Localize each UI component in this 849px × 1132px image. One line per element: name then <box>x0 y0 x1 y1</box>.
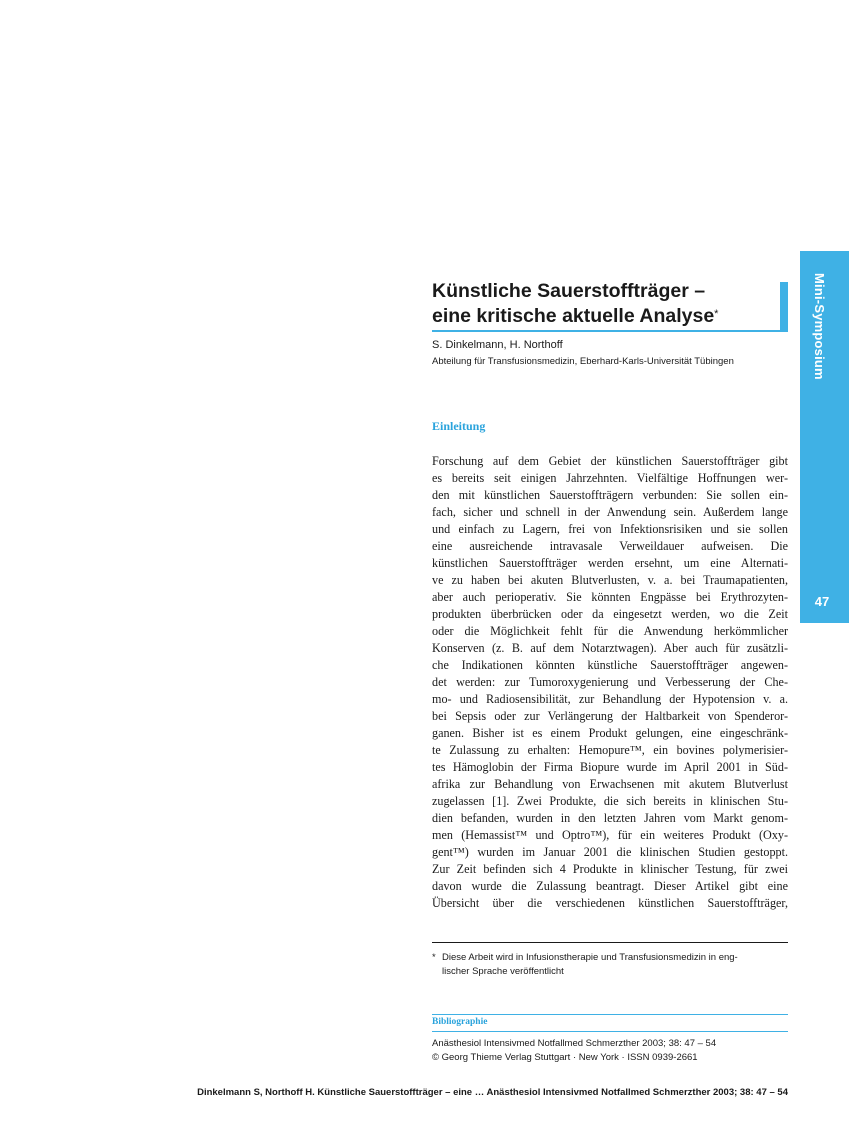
bibliography-heading: Bibliographie <box>432 1017 488 1027</box>
title-line-1: Künstliche Sauerstoffträger – <box>432 280 706 302</box>
body-line: fach, sicher und schnell in der Anwendung sein. Außerdem lange <box>432 505 788 519</box>
body-line: zugelassen [1]. Zwei Produkte, die sich bereits in klinischen Stu- <box>432 794 788 808</box>
body-line: produkten überbrücken oder da eingesetzt werden, wo die Zeit <box>432 607 788 621</box>
body-line: ganen. Bisher ist es einem Produkt gelungen, eine eingeschränk- <box>432 726 788 740</box>
body-line: ve zu haben bei akuten Blutverlusten, v. a. bei Traumapatienten, <box>432 573 788 587</box>
footnote <box>432 951 788 979</box>
bibliography-rule <box>432 1031 788 1032</box>
body-line: Übersicht über die verschiedenen künstlichen Sauerstoffträger, <box>432 896 788 910</box>
body-paragraph <box>432 453 788 912</box>
title-line-2: eine kritische aktuelle Analyse <box>432 305 715 327</box>
body-line: gent™) wurden im Januar 2001 die klinischen Studien gestoppt. <box>432 845 788 859</box>
body-line: men (Hemassist™ und Optro™), für ein weiteres Produkt (Oxy- <box>432 828 788 842</box>
bibliography-publisher: © Georg Thieme Verlag Stuttgart · New York · ISSN 0939-2661 <box>432 1052 698 1063</box>
bibliography-rule-top <box>432 1014 788 1015</box>
section-heading: Einleitung <box>432 419 486 433</box>
footnote-line-1: Diese Arbeit wird in Infusionstherapie und Transfusionsmedizin in eng- <box>442 952 738 963</box>
body-line: und einfach zu Lagern, frei von Infektionsrisiken und sie sollen <box>432 522 788 536</box>
body-line: aber auch perioperativ. Sie könnten Engpässe bei Erythrozyten- <box>432 590 788 604</box>
body-line: Konserven (z. B. auf dem Notarztwagen). Aber auch für zusätzli- <box>432 641 788 655</box>
article-title-block <box>432 279 788 329</box>
body-line: te Zulassung zu erhalten: Hemopure™, ein bovines polymerisier- <box>432 743 788 757</box>
title-footnote-mark: * <box>714 308 719 320</box>
footnote-mark: * <box>432 952 436 963</box>
footnote-line-2: lischer Sprache veröffentlicht <box>442 966 564 977</box>
footnote-divider <box>432 942 788 943</box>
body-line: dien befanden, wurden in den letzten Jahren vom Markt genom- <box>432 811 788 825</box>
body-line: det werden: zur Tumoroxygenierung und Verbesserung der Che- <box>432 675 788 689</box>
affiliation: Abteilung für Transfusionsmedizin, Eberhard-Karls-Universität Tübingen <box>432 356 734 367</box>
section-tab <box>800 251 849 623</box>
body-line: Forschung auf dem Gebiet der künstlichen Sauerstoffträger gibt <box>432 454 788 468</box>
body-line: es bereits seit einigen Jahrzehnten. Vielfältige Hoffnungen wer- <box>432 471 788 485</box>
article-title <box>432 279 788 329</box>
body-line: che Indikationen könnten künstliche Sauerstoffträger angewen- <box>432 658 788 672</box>
body-line: den mit künstlichen Sauerstoffträgern verbunden: Sie sollen ein- <box>432 488 788 502</box>
page-footer-citation: Dinkelmann S, Northoff H. Künstliche Sauerstoffträger – eine … Anästhesiol Intensivmed Notfallmed Schmerzther 2003; 38: 47 – 54 <box>197 1087 788 1098</box>
section-tab-label: Mini-Symposium <box>812 273 827 380</box>
authors: S. Dinkelmann, H. Northoff <box>432 339 563 351</box>
bibliography <box>432 1037 716 1065</box>
body-line: künstlichen Sauerstoffträger werden ersehnt, um eine Alternati- <box>432 556 788 570</box>
body-line: eine ausreichende intravasale Verweildauer aufweisen. Die <box>432 539 788 553</box>
body-line: davon wurde die Zulassung beantragt. Dieser Artikel gibt eine <box>432 879 788 893</box>
body-line: tes Hämoglobin der Firma Biopure wurde im April 2001 in Süd- <box>432 760 788 774</box>
body-line: oder die Möglichkeit fehlt für die Anwendung herkömmlicher <box>432 624 788 638</box>
body-line: mo- und Radiosensibilität, zur Behandlung der Hypotension v. a. <box>432 692 788 706</box>
body-line: bei Sepsis oder zur Verlängerung der Haltbarkeit von Spenderor- <box>432 709 788 723</box>
title-underline <box>432 330 780 332</box>
body-line: Zur Zeit befinden sich 4 Produkte in klinischer Testung, für zwei <box>432 862 788 876</box>
bibliography-citation: Anästhesiol Intensivmed Notfallmed Schmerzther 2003; 38: 47 – 54 <box>432 1038 717 1049</box>
body-line: afrika zur Behandlung von Erwachsenen mit akutem Blutverlust <box>432 777 788 791</box>
page-number: 47 <box>814 594 830 609</box>
